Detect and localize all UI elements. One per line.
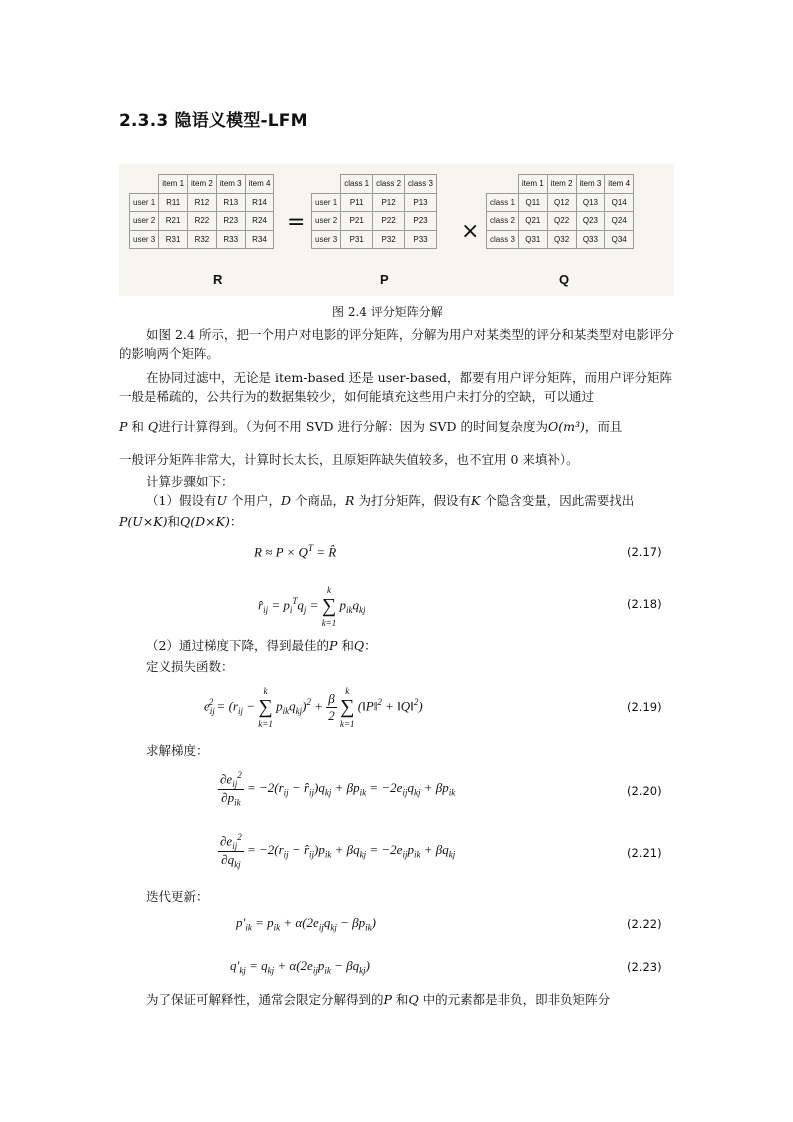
math-complexity: O(m³): [548, 419, 585, 434]
matrix-q-label: Q: [559, 272, 570, 287]
P-cell: P31: [341, 230, 373, 249]
math-p-3: P: [383, 992, 392, 1007]
matrix-row: [130, 212, 274, 231]
paragraph-1: 如图 2.4 所示，把一个用户对电影的评分矩阵，分解为用户对某类型的评分和某类型对电影评分的影响两个矩阵。: [119, 327, 674, 361]
Q-cell: Q21: [518, 212, 547, 231]
R-cell: R33: [216, 230, 245, 249]
R-cell: R32: [188, 230, 217, 249]
R-cell: R24: [245, 212, 274, 231]
R-cell: R12: [188, 193, 217, 212]
math-d: D: [281, 493, 292, 508]
R-col-header: item 1: [159, 175, 188, 194]
paragraph-2-part-d: 一般评分矩阵非常大，计算时长太长，且原矩阵缺失值较多，也不宜用 0 来填补）。: [119, 452, 579, 467]
P-col-header: class 1: [341, 175, 373, 194]
equation-number-2-17: (2.17): [627, 545, 662, 559]
math-k: K: [470, 493, 481, 508]
p5-c: ：: [364, 638, 377, 653]
p4-d: 为打分矩阵，假设有: [358, 493, 471, 508]
R-cell: R13: [216, 193, 245, 212]
paragraph-2-part-c: ，而且: [584, 419, 623, 434]
math-p-2: P: [328, 638, 338, 653]
P-row-header: user 3: [312, 230, 341, 249]
p4-c: 个商品，: [295, 493, 346, 508]
matrix-row: [312, 230, 437, 249]
equation-2-21: $\frac{\partial e_{ij}^2}{\partial q_{kj}}$ = $-2(r_{ij}$ − $r̂_{ij})p_{ik} + \beta q_{kj} = -2e_{ij}p_{ik} + \beta q_{kj}$: [220, 832, 456, 870]
p9-a: 为了保证可解释性，通常会限定分解得到的: [146, 992, 384, 1007]
equation-number-2-23: (2.23): [627, 960, 662, 974]
R-cell: R34: [245, 230, 274, 249]
p4-g: ：: [229, 514, 243, 529]
Q-cell: Q12: [547, 193, 576, 212]
matrix-r-label: R: [213, 272, 223, 287]
Q-cell: Q13: [576, 193, 605, 212]
paragraph-2-part-a: 在协同过滤中，无论是 item-based 还是 user-based，都要有用户评分矩阵，而用户评分矩阵一般是稀疏的，公共行为的数据集较少，如何能填充这些用户未打分的空缺，可以通过: [119, 370, 673, 404]
math-u: U: [216, 493, 227, 508]
times-sign: ×: [461, 219, 480, 244]
Q-col-header: item 1: [518, 175, 547, 194]
P-cell: P11: [341, 193, 373, 212]
Q-col-header: item 2: [547, 175, 576, 194]
P-row-header: user 2: [312, 212, 341, 231]
p4-b: 个用户，: [230, 493, 281, 508]
P-cell: P32: [373, 230, 405, 249]
equation-number-2-18: (2.18): [627, 597, 662, 611]
R-cell: R31: [159, 230, 188, 249]
paragraph-6: 定义损失函数：: [146, 659, 234, 674]
matrix-row: [130, 193, 274, 212]
R-cell: R22: [188, 212, 217, 231]
paragraph-2-line-3: [119, 417, 622, 436]
Q-cell: Q23: [576, 212, 605, 231]
P-cell: P12: [373, 193, 405, 212]
math-puk: P(U×K): [119, 514, 168, 529]
matrix-row: [312, 212, 437, 231]
R-col-header: item 4: [245, 175, 274, 194]
R-cell: R23: [216, 212, 245, 231]
p4-a: （1）假设有: [146, 493, 217, 508]
R-row-header: user 3: [130, 230, 159, 249]
matrix-row: [487, 212, 634, 231]
P-row-header: user 1: [312, 193, 341, 212]
P-cell: P33: [405, 230, 437, 249]
matrix-q-table: [486, 174, 634, 249]
Q-cell: Q24: [605, 212, 634, 231]
Q-col-header: item 4: [605, 175, 634, 194]
equation-number-2-22: (2.22): [627, 917, 662, 931]
p5-b: 和: [341, 638, 354, 653]
equation-number-2-21: (2.21): [627, 846, 662, 860]
paragraph-4-line-1: [146, 491, 634, 510]
paragraph-4-line-2: [119, 512, 242, 531]
P-cell: P21: [341, 212, 373, 231]
equation-number-2-20: (2.20): [627, 784, 662, 798]
math-q-3: Q: [408, 992, 419, 1007]
math-p: P: [119, 419, 128, 434]
Q-row-header: class 2: [487, 212, 519, 231]
R-cell: R11: [159, 193, 188, 212]
Q-row-header: class 1: [487, 193, 519, 212]
matrix-p-label: P: [380, 272, 389, 287]
Q-cell: Q31: [518, 230, 547, 249]
p9-c: 中的元素都是非负，即非负矩阵分: [422, 992, 611, 1007]
Q-col-header: item 3: [576, 175, 605, 194]
matrix-row: [130, 230, 274, 249]
equation-2-23: $q'_{kj} = q_{kj} + \alpha(2e_{ij}p_{ik} - \beta q_{kj})$: [230, 958, 370, 976]
section-heading: 2.3.3 隐语义模型-LFM: [119, 111, 308, 131]
Q-cell: Q34: [605, 230, 634, 249]
p4-f: 和: [167, 514, 181, 529]
math-q: Q: [147, 419, 159, 434]
equation-2-20: $\frac{\partial e_{ij}^2}{\partial p_{ik}}$ = $-2(r_{ij}$ − $r̂_{ij})q_{kj} + \beta p_{ik} = -2e_{ij}q_{kj} + \beta p_{ik}$: [220, 770, 456, 808]
R-col-header: item 2: [188, 175, 217, 194]
equation-2-18: $r̂_{ij} = p_i^Tq_j$ = k ∑ k=1 $p_{ik}q_{kj}$: [258, 585, 366, 628]
R-cell: R14: [245, 193, 274, 212]
equation-2-22: $p'_{ik} = p_{ik} + \alpha(2e_{ij}q_{kj} - \beta p_{ik})$: [236, 915, 376, 933]
R-col-header: item 3: [216, 175, 245, 194]
Q-cell: Q14: [605, 193, 634, 212]
paragraph-8: 迭代更新：: [146, 889, 209, 904]
P-cell: P23: [405, 212, 437, 231]
matrix-row: [487, 230, 634, 249]
paragraph-5: [146, 636, 377, 655]
Q-cell: Q33: [576, 230, 605, 249]
paragraph-2-part-b: 进行计算得到。（为何不用 SVD 进行分解：因为 SVD 的时间复杂度为: [158, 419, 549, 434]
P-col-header: class 2: [373, 175, 405, 194]
P-col-header: class 3: [405, 175, 437, 194]
P-cell: P13: [405, 193, 437, 212]
p5-a: （2）通过梯度下降，得到最佳的: [146, 638, 329, 653]
matrix-p-table: [311, 174, 437, 249]
equals-sign: =: [287, 210, 306, 235]
math-r: R: [345, 493, 355, 508]
matrix-row: [487, 193, 634, 212]
figure-caption: 图 2.4 评分矩阵分解: [332, 305, 443, 319]
equation-2-19: $e_{ij}^2 = (r_{ij}$ − k ∑ k=1 $p_{ik}q_{kj})^2$ + $\frac{\beta}{2}$ k ∑ k=1 (‖P‖$^2$ + ‖Q‖$^2$): [204, 686, 423, 729]
R-row-header: user 2: [130, 212, 159, 231]
p4-e: 个隐含变量，因此需要找出: [484, 493, 635, 508]
math-qdk: Q(D×K): [180, 514, 230, 529]
equation-2-17: $R \approx P \times Q^T$ = R̂: [254, 543, 337, 560]
p9-b: 和: [395, 992, 409, 1007]
paragraph-3: 计算步骤如下：: [146, 474, 234, 489]
Q-cell: Q32: [547, 230, 576, 249]
paragraph-7: 求解梯度：: [146, 743, 209, 758]
R-cell: R21: [159, 212, 188, 231]
math-q-2: Q: [353, 638, 365, 653]
equation-number-2-19: (2.19): [627, 700, 662, 714]
matrix-factorization-figure: [119, 164, 674, 296]
matrix-row: [312, 193, 437, 212]
R-row-header: user 1: [130, 193, 159, 212]
P-cell: P22: [373, 212, 405, 231]
Q-row-header: class 3: [487, 230, 519, 249]
paragraph-9: [146, 990, 610, 1009]
Q-cell: Q11: [518, 193, 547, 212]
matrix-r-table: [129, 174, 274, 249]
Q-cell: Q22: [547, 212, 576, 231]
and-word: 和: [131, 419, 144, 434]
